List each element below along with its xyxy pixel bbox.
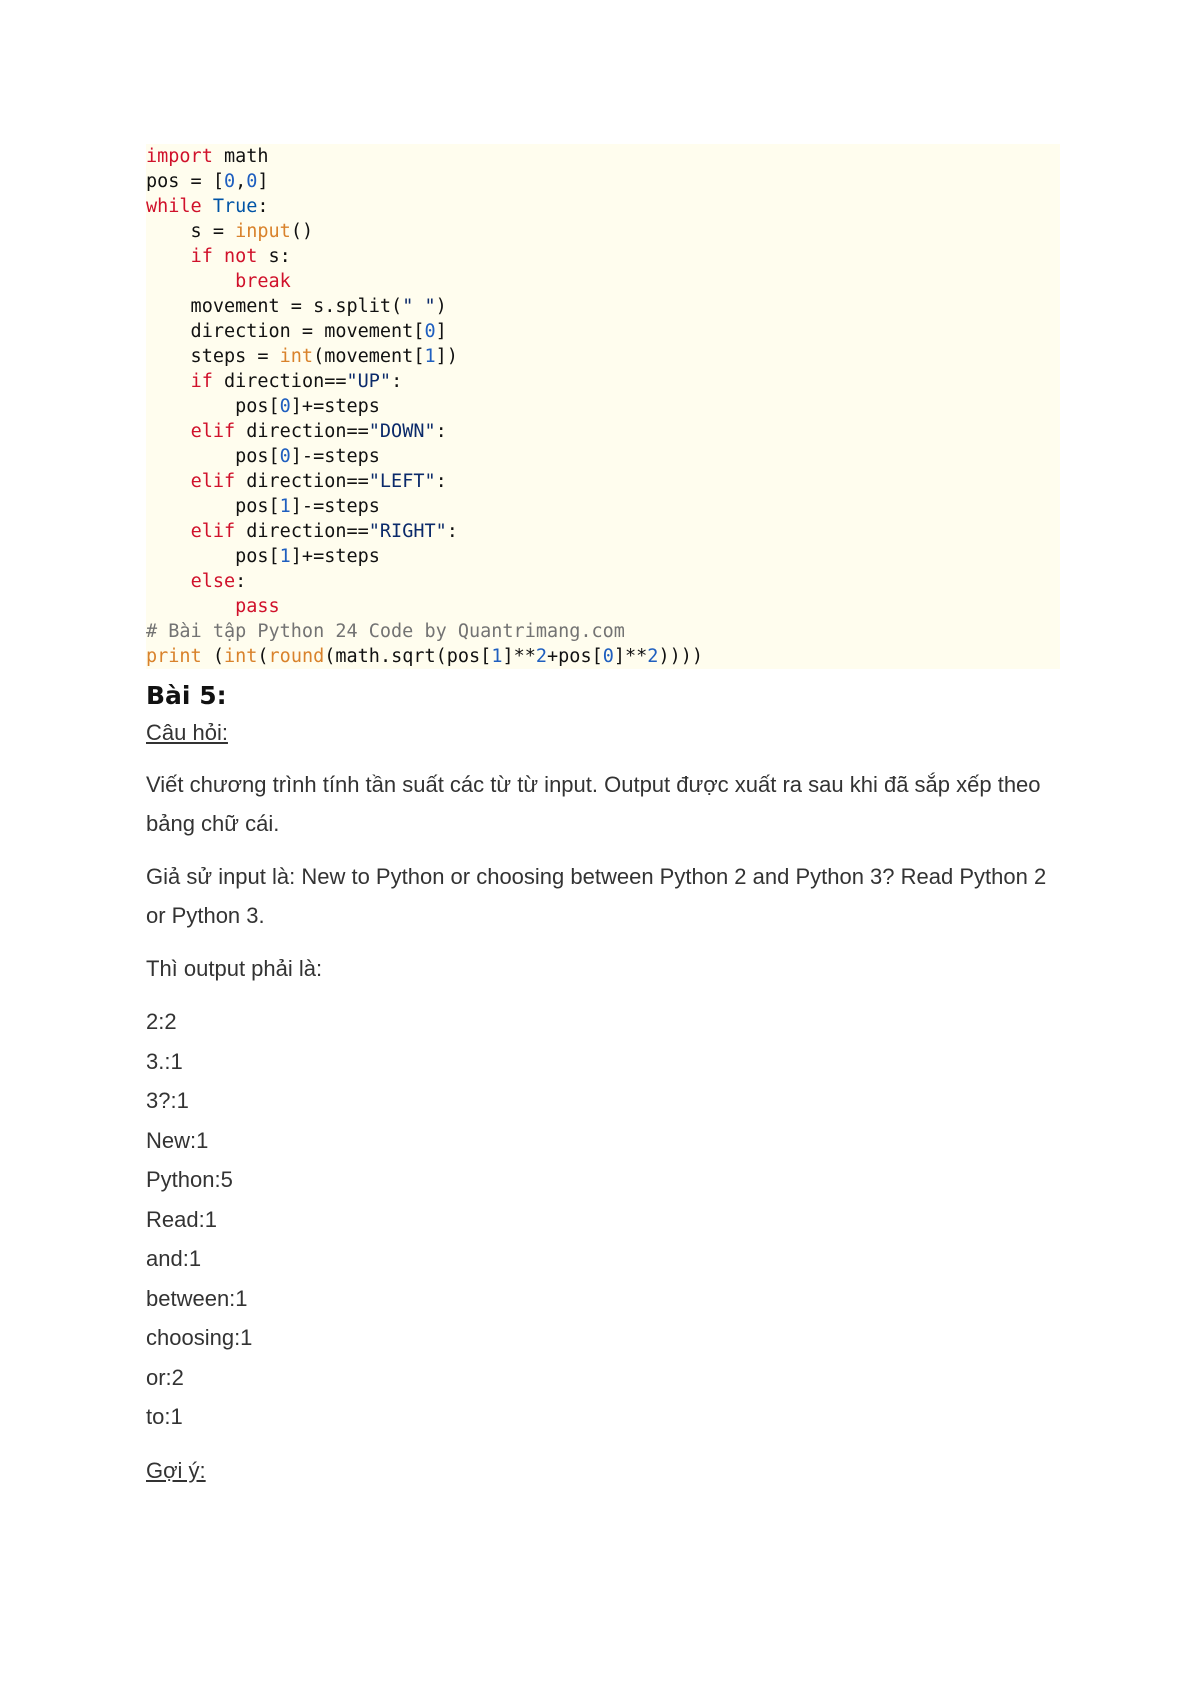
code-text: s = — [146, 221, 236, 242]
code-keyword: if — [190, 246, 213, 267]
code-text: () — [290, 221, 314, 242]
code-number: 0 — [246, 171, 258, 192]
code-text: ]+=steps — [290, 546, 380, 567]
code-number: 0 — [279, 396, 291, 417]
output-line: and:1 — [146, 1246, 202, 1271]
code-string: "RIGHT" — [368, 521, 447, 542]
code-text — [202, 196, 213, 217]
code-line — [146, 644, 1060, 669]
code-text: ]-=steps — [290, 496, 380, 517]
code-builtin: input — [235, 221, 291, 242]
code-text: ] — [257, 171, 269, 192]
code-text: direction = movement[ — [146, 321, 425, 342]
code-keyword: elif — [190, 471, 236, 492]
code-keyword: break — [235, 271, 291, 292]
code-line — [146, 269, 1060, 294]
hint-label: Gợi ý: — [146, 1457, 206, 1483]
code-text: s: — [257, 246, 291, 267]
code-text: : — [435, 421, 447, 442]
output-line: between:1 — [146, 1285, 248, 1311]
code-text: direction== — [235, 521, 369, 542]
code-line — [146, 219, 1060, 244]
code-text — [213, 246, 224, 267]
code-text — [146, 471, 191, 492]
output-line: Python:5 — [146, 1167, 233, 1192]
code-keyword: not — [223, 246, 258, 267]
question-paragraph-2: Giả sử input là: New to Python or choosing between Python 2 and Python 3? Read Python 2 or Python 3. — [146, 864, 1047, 928]
output-line: 2:2 — [146, 1009, 177, 1034]
code-string: "DOWN" — [368, 421, 436, 442]
question-label: Câu hỏi: — [146, 720, 228, 745]
code-line — [146, 469, 1060, 494]
code-text: ( — [201, 646, 224, 667]
output-line: to:1 — [146, 1404, 183, 1429]
output-list — [146, 1002, 1060, 1437]
code-builtin: int — [223, 646, 258, 667]
code-keyword: elif — [190, 421, 236, 442]
code-keyword: if — [190, 371, 213, 392]
code-block — [146, 144, 1060, 669]
code-text: ]** — [613, 646, 648, 667]
code-keyword: pass — [235, 596, 280, 617]
code-line — [146, 519, 1060, 544]
question-paragraph-3: Thì output phải là: — [146, 956, 323, 981]
code-text — [146, 421, 191, 442]
code-keyword: elif — [190, 521, 236, 542]
code-line — [146, 619, 1060, 644]
code-text — [146, 246, 191, 267]
code-number: 1 — [279, 546, 291, 567]
code-comment: # Bài tập Python 24 Code by Quantrimang.com — [146, 621, 625, 642]
code-text: movement = s.split( — [146, 296, 403, 317]
code-line — [146, 594, 1060, 619]
code-constant: True — [212, 196, 258, 217]
code-text: (math.sqrt(pos[ — [324, 646, 492, 667]
code-line — [146, 244, 1060, 269]
code-text: pos[ — [146, 546, 280, 567]
code-text: pos[ — [146, 396, 280, 417]
code-text: ( — [257, 646, 269, 667]
code-text: , — [235, 171, 247, 192]
code-text — [146, 521, 191, 542]
code-text — [146, 271, 235, 292]
code-number: 1 — [424, 346, 436, 367]
code-number: 0 — [223, 171, 236, 192]
code-string: "LEFT" — [368, 471, 436, 492]
code-line — [146, 394, 1060, 419]
code-text: direction== — [235, 471, 369, 492]
output-line: New:1 — [146, 1127, 209, 1153]
code-number: 1 — [279, 496, 291, 517]
output-line: choosing:1 — [146, 1325, 253, 1350]
code-keyword: while — [146, 196, 202, 217]
code-text: (movement[ — [313, 346, 425, 367]
code-text: )))) — [658, 646, 703, 667]
code-text: ]+=steps — [290, 396, 380, 417]
code-number: 0 — [279, 446, 291, 467]
code-number: 2 — [647, 646, 659, 667]
code-text: ]** — [502, 646, 536, 667]
question-paragraph-1: Viết chương trình tính tần suất các từ từ input. Output được xuất ra sau khi đã sắp xếp theo bảng chữ cái. — [146, 772, 1041, 836]
code-text: pos = [ — [146, 171, 224, 192]
code-text: ]) — [435, 346, 458, 367]
code-text: pos[ — [146, 496, 280, 517]
code-number: 2 — [535, 646, 548, 667]
code-string: " " — [402, 296, 436, 317]
code-line — [146, 444, 1060, 469]
code-text: : — [235, 571, 247, 592]
code-line — [146, 344, 1060, 369]
output-line: 3?:1 — [146, 1088, 189, 1113]
code-text: direction== — [212, 371, 347, 392]
code-line — [146, 419, 1060, 444]
code-line — [146, 544, 1060, 569]
code-text: pos[ — [146, 446, 280, 467]
code-line — [146, 569, 1060, 594]
code-line — [146, 194, 1060, 219]
code-text: +pos[ — [547, 646, 603, 667]
code-text: direction== — [235, 421, 369, 442]
code-string: "UP" — [346, 371, 392, 392]
code-line — [146, 144, 1060, 169]
code-text: steps = — [146, 346, 280, 367]
code-line — [146, 494, 1060, 519]
code-text: : — [435, 471, 447, 492]
output-line: or:2 — [146, 1364, 184, 1390]
code-number: 0 — [602, 646, 614, 667]
code-text: : — [391, 371, 403, 392]
exercise-heading: Bài 5: — [146, 681, 227, 710]
code-keyword: else — [190, 571, 236, 592]
output-line: 3.:1 — [146, 1048, 183, 1074]
code-builtin: int — [279, 346, 314, 367]
code-builtin: print — [146, 646, 202, 667]
code-number: 1 — [491, 646, 503, 667]
document-page — [146, 144, 1060, 1489]
code-keyword: import — [146, 146, 213, 167]
code-text: : — [257, 196, 269, 217]
code-line — [146, 369, 1060, 394]
code-text — [146, 371, 191, 392]
code-line — [146, 319, 1060, 344]
output-line: Read:1 — [146, 1206, 217, 1232]
code-line — [146, 294, 1060, 319]
code-line — [146, 169, 1060, 194]
code-text — [146, 571, 191, 592]
code-text: : — [446, 521, 458, 542]
code-text: ]-=steps — [290, 446, 380, 467]
code-text: ] — [435, 321, 447, 342]
code-builtin: round — [268, 646, 325, 667]
code-text: ) — [435, 296, 447, 317]
code-number: 0 — [424, 321, 436, 342]
code-text: math — [212, 146, 269, 167]
code-text — [146, 596, 235, 617]
